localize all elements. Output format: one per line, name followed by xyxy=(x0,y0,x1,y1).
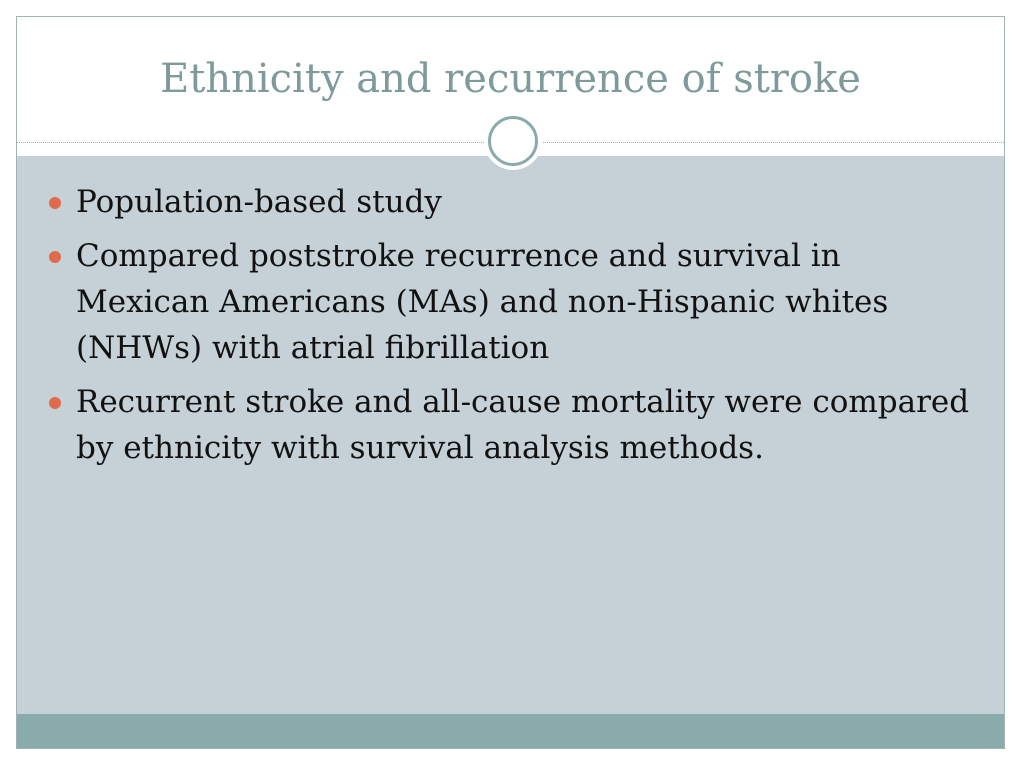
circle-ornament-inner xyxy=(488,116,538,166)
bullet-item xyxy=(47,179,977,225)
bullet-text: Population-based study xyxy=(76,184,442,220)
bullet-item xyxy=(47,379,977,471)
bullet-list xyxy=(47,179,977,479)
slide-title: Ethnicity and recurrence of stroke xyxy=(160,56,861,102)
slide xyxy=(16,16,1005,749)
bullet-dot-icon xyxy=(49,397,61,409)
bullet-text: Recurrent stroke and all-cause mortality were compared by ethnicity with survival analysis methods. xyxy=(76,384,970,466)
bullet-item xyxy=(47,233,977,371)
bullet-text: Compared poststroke recurrence and survival in Mexican Americans (MAs) and non-Hispanic whites (NHWs) with atrial fibrillation xyxy=(76,238,889,366)
circle-ornament-icon xyxy=(484,112,542,170)
footer-bar xyxy=(17,714,1004,748)
bullet-dot-icon xyxy=(49,197,61,209)
bullet-dot-icon xyxy=(49,251,61,263)
